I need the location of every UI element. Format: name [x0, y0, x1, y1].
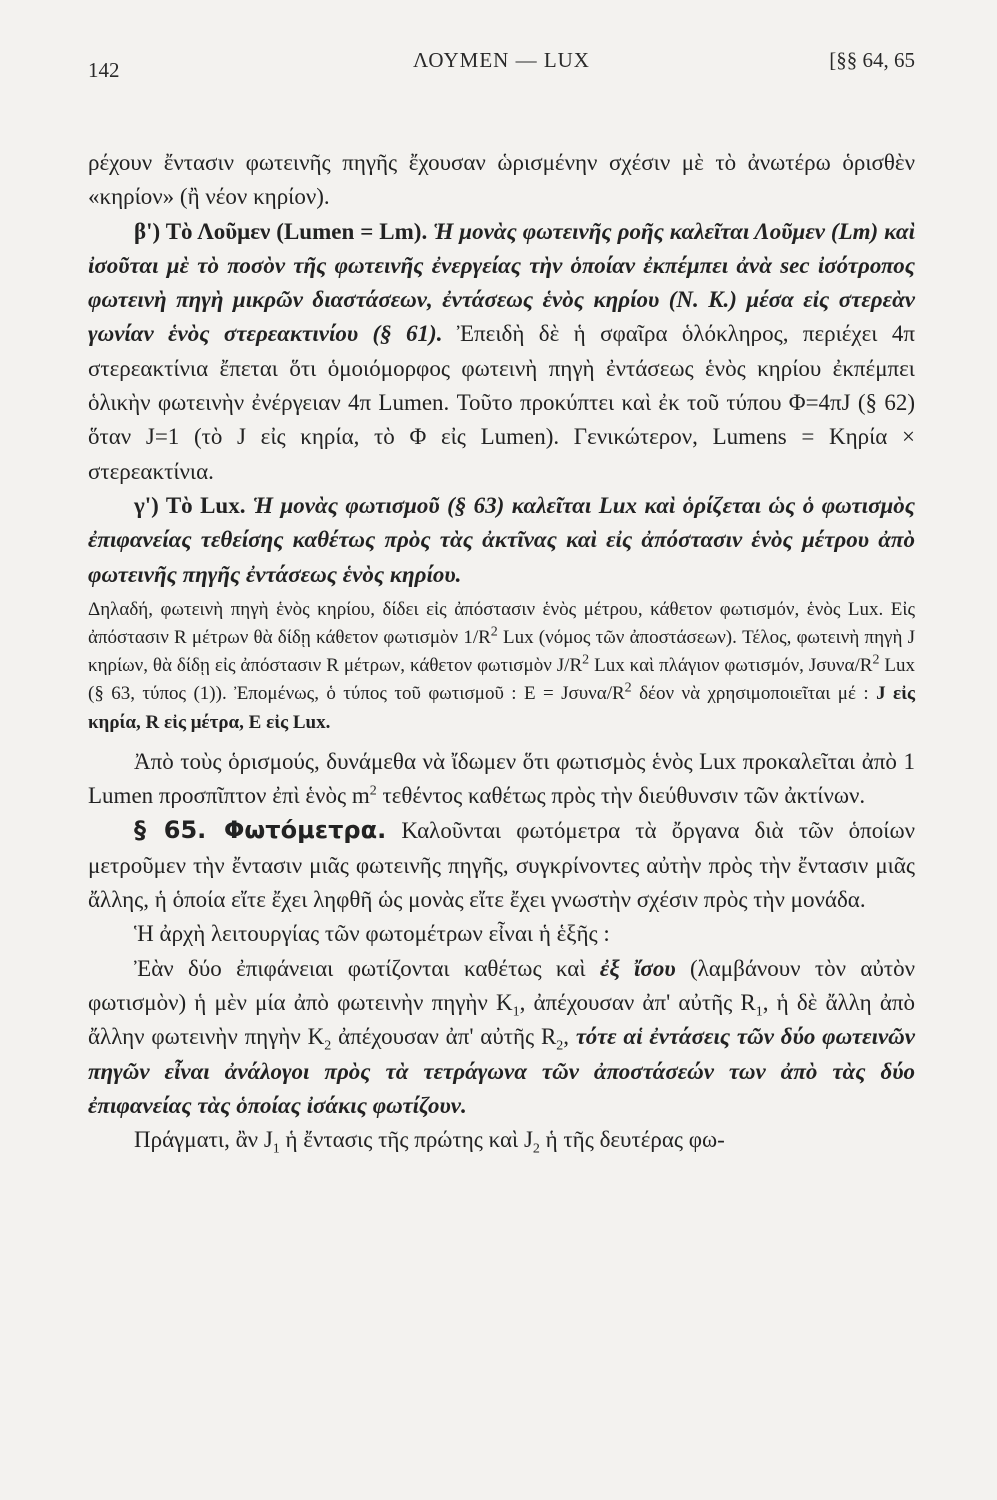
note-text: Lux (νόμος τῶν ἀποστάσεων). Τέλος, φωτεινὴ πηγὴ J κηρίων, θὰ δίδῃ εἰς ἀπόστασιν R μέτρων, κάθετον φωτισμὸν J/R	[88, 627, 915, 677]
principle-subscript: 2	[324, 1038, 332, 1054]
section-reference: [§§ 64, 65	[829, 48, 915, 72]
relation-text: τεθέντος καθέτως πρὸς τὴν διεύθυνσιν τῶν ἀκτίνων.	[376, 783, 866, 809]
paragraph-lux-lumen-relation	[88, 745, 915, 814]
paragraph-proof	[88, 1123, 915, 1157]
principle-subscript: 1	[755, 1004, 763, 1020]
proof-subscript: 2	[532, 1141, 540, 1157]
principle-text: ἀπέχουσαν ἀπ' αὐτῆς R	[331, 1024, 557, 1050]
page-number: 142	[88, 58, 120, 82]
note-text: Δηλαδή, φωτεινὴ πηγὴ ἑνὸς κηρίου, δίδει εἰς ἀπόστασιν ἑνὸς μέτρου, κάθετον φωτισμόν, ἑνὸς Lux. Εἰς ἀπόστασιν R μέτρων θὰ δίδῃ κάθετον φωτισμὸν 1/R	[88, 598, 915, 649]
principle-subscript: 1	[512, 1004, 520, 1020]
principle-text: Ἐὰν δύο ἐπιφάνειαι φωτίζονται καθέτως καὶ	[134, 955, 586, 981]
paragraph-principle-statement	[88, 952, 915, 1123]
paragraph-lux	[88, 489, 915, 592]
proof-text: Πράγματι, ἂν J	[134, 1127, 273, 1153]
principle-text: ,	[563, 1024, 570, 1050]
page-header	[88, 48, 915, 88]
lux-label: γ') Τὸ Lux.	[134, 492, 246, 518]
lumen-label: β') Τὸ Λοῦμεν (Lumen = Lm).	[134, 218, 428, 244]
principle-text: (λαμβάνουν τὸν αὐτὸν φωτισμὸν) ἡ μὲν μία ἀπὸ φωτεινὴν πηγὴν K	[88, 955, 915, 1015]
proof-subscript: 1	[272, 1141, 280, 1157]
proof-text: ἡ τῆς δευτέρας φω-	[539, 1127, 725, 1153]
paragraph-continuation: ρέχουν ἔντασιν φωτεινῆς πηγῆς ἔχουσαν ὡρισμένην σχέσιν μὲ τὸ ἀνωτέρω ὁρισθὲν «κηρίον» (ἢ νέον κηρίον).	[88, 150, 915, 210]
principle-text: , ἡ δὲ ἄλλη ἀπὸ ἄλλην φωτεινὴν πηγὴν K	[88, 989, 915, 1050]
photometers-text: Καλοῦνται φωτόμετρα τὰ ὄργανα διὰ τῶν ὁποίων μετροῦμεν τὴν ἔντασιν μιᾶς φωτεινῆς πηγῆς, συγκρίνοντες αὐτὴν πρὸς τὴν ἔντασιν μιᾶς ἄλλης, ἡ ὁποία εἴτε ἔχει ληφθῆ ὡς μονὰς εἴτε ἔχει γνωστὴν σχέσιν πρὸς τὴν μονάδα.	[88, 818, 915, 913]
paragraph-photometers	[88, 813, 915, 917]
principle-emphasis: ἐξ ἴσου	[599, 955, 676, 981]
principle-text: , ἀπέχουσαν ἀπ' αὐτῆς R	[519, 989, 756, 1015]
note-text: δέον νὰ χρησιμοποιεῖται μέ :	[631, 683, 869, 705]
note-superscript: 2	[872, 652, 880, 668]
note-superscript: 2	[624, 681, 632, 697]
relation-text: Ἀπὸ τοὺς ὁρισμούς, δυνάμεθα νὰ ἴδωμεν ὅτι φωτισμὸς ἑνὸς Lux προκαλεῖται ἀπὸ 1 Lumen προσπῖπτον ἐπὶ ἑνὸς m	[88, 748, 915, 809]
principle-law: τότε αἱ ἐντάσεις τῶν δύο φωτεινῶν πηγῶν εἶναι ἀνάλογοι πρὸς τὰ τετράγωνα τῶν ἀποστάσεών των ἀπὸ τὰς δύο ἐπιφανείας τὰς ὁποίας ἰσάκις φωτίζουν.	[88, 1024, 916, 1118]
proof-text: ἡ ἔντασις τῆς πρώτης καὶ J	[279, 1127, 533, 1153]
lumen-explanation: Ἐπειδὴ δὲ ἡ σφαῖρα ὁλόκληρος, περιέχει 4π στερεακτίνια ἔπεται ὅτι ὁμοιόμορφος φωτεινὴ πηγὴ ἐντάσεως ἑνὸς κηρίου ἐκπέμπει ὁλικὴν φωτεινὴν ἐνέργειαν 4π Lumen. Τοῦτο προκύπτει καὶ ἐκ τοῦ τύπου Φ=4πJ (§ 62) ὅταν J=1 (τὸ J εἰς κηρία, τὸ Φ εἰς Lumen). Γενικώτερον, Lumens = Κηρία × στερεακτίνια.	[88, 321, 915, 484]
section-heading-65: § 65. Φωτόμετρα.	[134, 816, 387, 845]
note-text: Lux καὶ πλάγιον φωτισμόν, Jσυνα/R	[589, 655, 873, 677]
relation-superscript: 2	[369, 783, 377, 799]
paragraph-lumen	[88, 215, 915, 489]
page-body	[88, 146, 915, 1157]
paragraph-principle: Ἡ ἀρχὴ λειτουργίας τῶν φωτομέτρων εἶναι ἡ ἑξῆς :	[134, 921, 610, 947]
running-title: ΛΟΥΜΕΝ — LUX	[413, 48, 590, 72]
note-superscript: 2	[490, 624, 498, 640]
lumen-definition: Ἡ μονὰς φωτεινῆς ροῆς καλεῖται Λοῦμεν (Lm) καὶ ἰσοῦται μὲ τὸ ποσὸν τῆς φωτεινῆς ἐνεργείας τὴν ὁποίαν ἐκπέμπει ἀνὰ sec ἰσότροπος φωτεινὴ πηγὴ μικρῶν διαστάσεων, ἐντάσεως ἑνὸς κηρίου (N. K.) μέσα εἰς στερεὰν γωνίαν ἑνὸς στερεακτινίου (§ 61).	[88, 218, 916, 347]
note-text: Lux (§ 63, τύπος (1)). Ἐπομένως, ὁ τύπος τοῦ φωτισμοῦ : E = Jσυνα/R	[88, 655, 916, 705]
lux-definition: Ἡ μονὰς φωτισμοῦ (§ 63) καλεῖται Lux καὶ ὁρίζεται ὡς ὁ φωτισμὸς ἐπιφανείας τεθείσης καθέτως πρὸς τὰς ἀκτῖνας καὶ εἰς ἀπόστασιν ἑνὸς μέτρου ἀπὸ φωτεινῆς πηγῆς ἐντάσεως ἑνὸς κηρίου.	[88, 492, 916, 587]
paragraph-small-note	[88, 596, 915, 737]
note-superscript: 2	[582, 652, 590, 668]
principle-subscript: 2	[556, 1038, 564, 1054]
note-units: J εἰς κηρία, R εἰς μέτρα, E εἰς Lux.	[88, 683, 915, 733]
